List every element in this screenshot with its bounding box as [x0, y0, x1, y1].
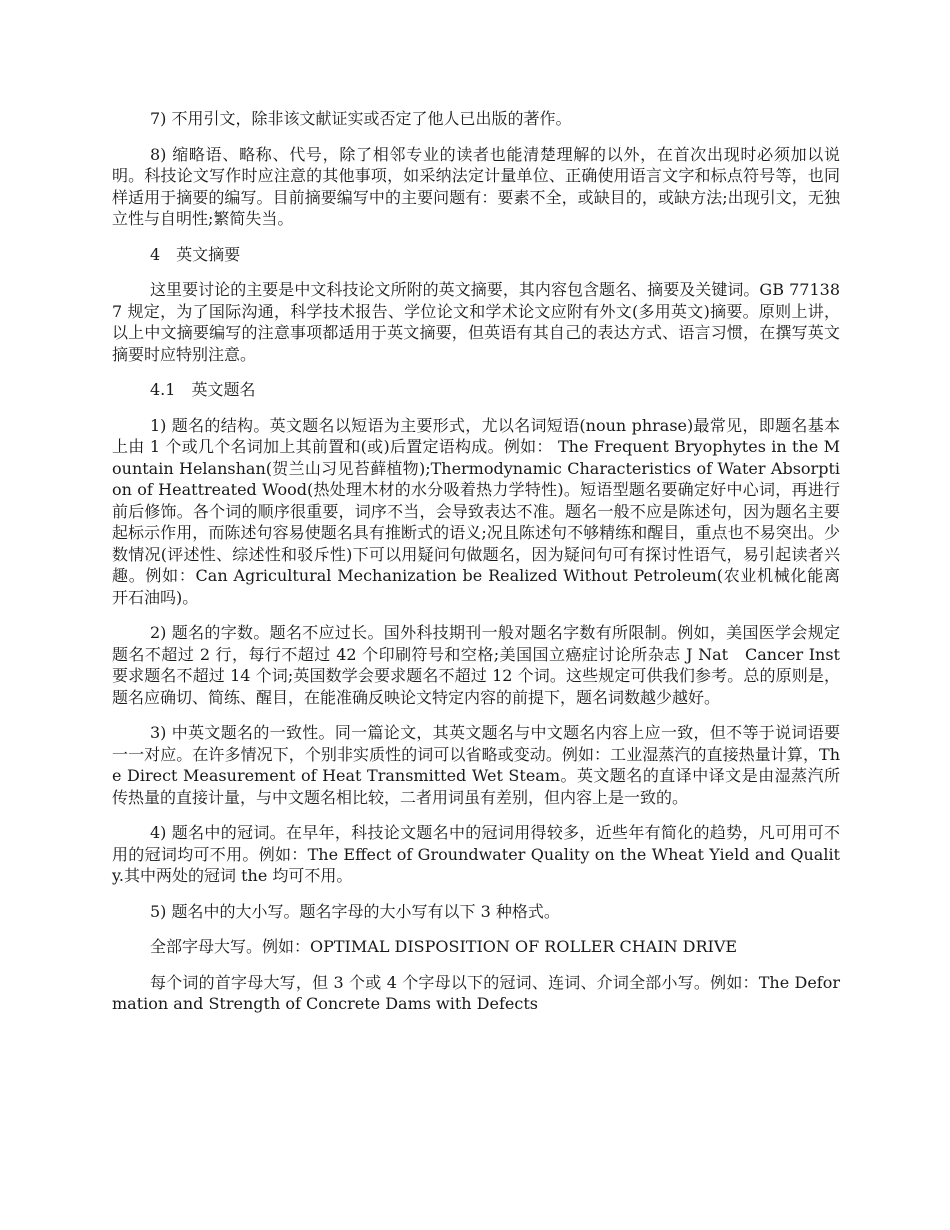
paragraph-title-capitalization: 5) 题名中的大小写。题名字母的大小写有以下 3 种格式。 [150, 901, 560, 921]
subsection-heading-4-1: 4.1 英文题名 [150, 380, 256, 399]
section-heading-4: 4 英文摘要 [150, 244, 241, 264]
paragraph-title-consistency: 3) 中英文题名的一致性。同一篇论文，其英文题名与中文题名内容上应一致，但不等于说词语要一一对应。在许多情况下，个别非实质性的词可以省略或变动。例如：工业湿蒸汽的直接热量计算，The Direct Measurement of Heat Transmitted Wet Steam。英文题名的直译中译文是由湿蒸汽所传热量的直接计量，与中文题名相比较，二者用词虽有差别，但内容上是一致的。 [112, 723, 840, 807]
paragraph-item-8: 8) 缩略语、略称、代号，除了相邻专业的读者也能清楚理解的以外，在首次出现时必须加以说明。科技论文写作时应注意的其他事项，如采纳法定计量单位、正确使用语言文字和标点符号等，也同样适用于摘要的编写。目前摘要编写中的主要问题有：要素不全，或缺目的，或缺方法;出现引文，无独立性与自明性;繁简失当。 [112, 144, 840, 228]
paragraph-all-caps-example: 全部字母大写。例如：OPTIMAL DISPOSITION OF ROLLER CHAIN DRIVE [150, 937, 738, 956]
paragraph-title-length: 2) 题名的字数。题名不应过长。国外科技期刊一般对题名字数有所限制。例如，美国医学会规定题名不超过 2 行，每行不超过 42 个印刷符号和空格;美国国立癌症讨论所杂志 J Nat Cancer Inst 要求题名不超过 14 个词;英国数学会要求题名不超过 12 个词。这些规定可供我们参考。总的原则是，题名应确切、简练、醒目，在能准确反映论文特定内容的前提下，题名词数越少越好。 [112, 623, 840, 707]
document-page [112, 108, 840, 1029]
paragraph-title-structure: 1) 题名的结构。英文题名以短语为主要形式，尤以名词短语(noun phrase)最常见，即题名基本上由 1 个或几个名词加上其前置和(或)后置定语构成。例如： The Frequent Bryophytes in the Mountain Helanshan(贺兰山习见苔藓植物);Thermodynamic Characteristics of Water Absorption of Heattreated Wood(热处理木材的水分吸着热力学特性)。短语型题名要确定好中心词，再进行前后修饰。各个词的顺序很重要，词序不当，会导致表达不准。题名一般不应是陈述句，因为题名主要起标示作用，而陈述句容易使题名具有推断式的语义;况且陈述句不够精练和醒目，重点也不易突出。少数情况(评述性、综述性和驳斥性)下可以用疑问句做题名，因为疑问句可有探讨性语气，易引起读者兴趣。例如：Can Agricultural Mechanization be Realized Without Petroleum(农业机械化能离开石油吗)。 [112, 415, 840, 607]
paragraph-english-abstract-intro: 这里要讨论的主要是中文科技论文所附的英文摘要，其内容包含题名、摘要及关键词。GB 771387 规定，为了国际沟通，科学技术报告、学位论文和学术论文应附有外文(多用英文)摘要。原则上讲，以上中文摘要编写的注意事项都适用于英文摘要，但英语有其自己的表达方式、语言习惯，在撰写英文摘要时应特别注意。 [112, 280, 840, 364]
paragraph-item-7: 7) 不用引文，除非该文献证实或否定了他人已出版的著作。 [150, 109, 572, 128]
paragraph-title-articles: 4) 题名中的冠词。在早年，科技论文题名中的冠词用得较多，近些年有简化的趋势，凡可用可不用的冠词均可不用。例如：The Effect of Groundwater Quality on the Wheat Yield and Quality.其中两处的冠词 the 均可不用。 [112, 823, 840, 885]
paragraph-title-case-example: 每个词的首字母大写，但 3 个或 4 个字母以下的冠词、连词、介词全部小写。例如：The Deformation and Strength of Concrete Dams with Defects [112, 972, 840, 1013]
